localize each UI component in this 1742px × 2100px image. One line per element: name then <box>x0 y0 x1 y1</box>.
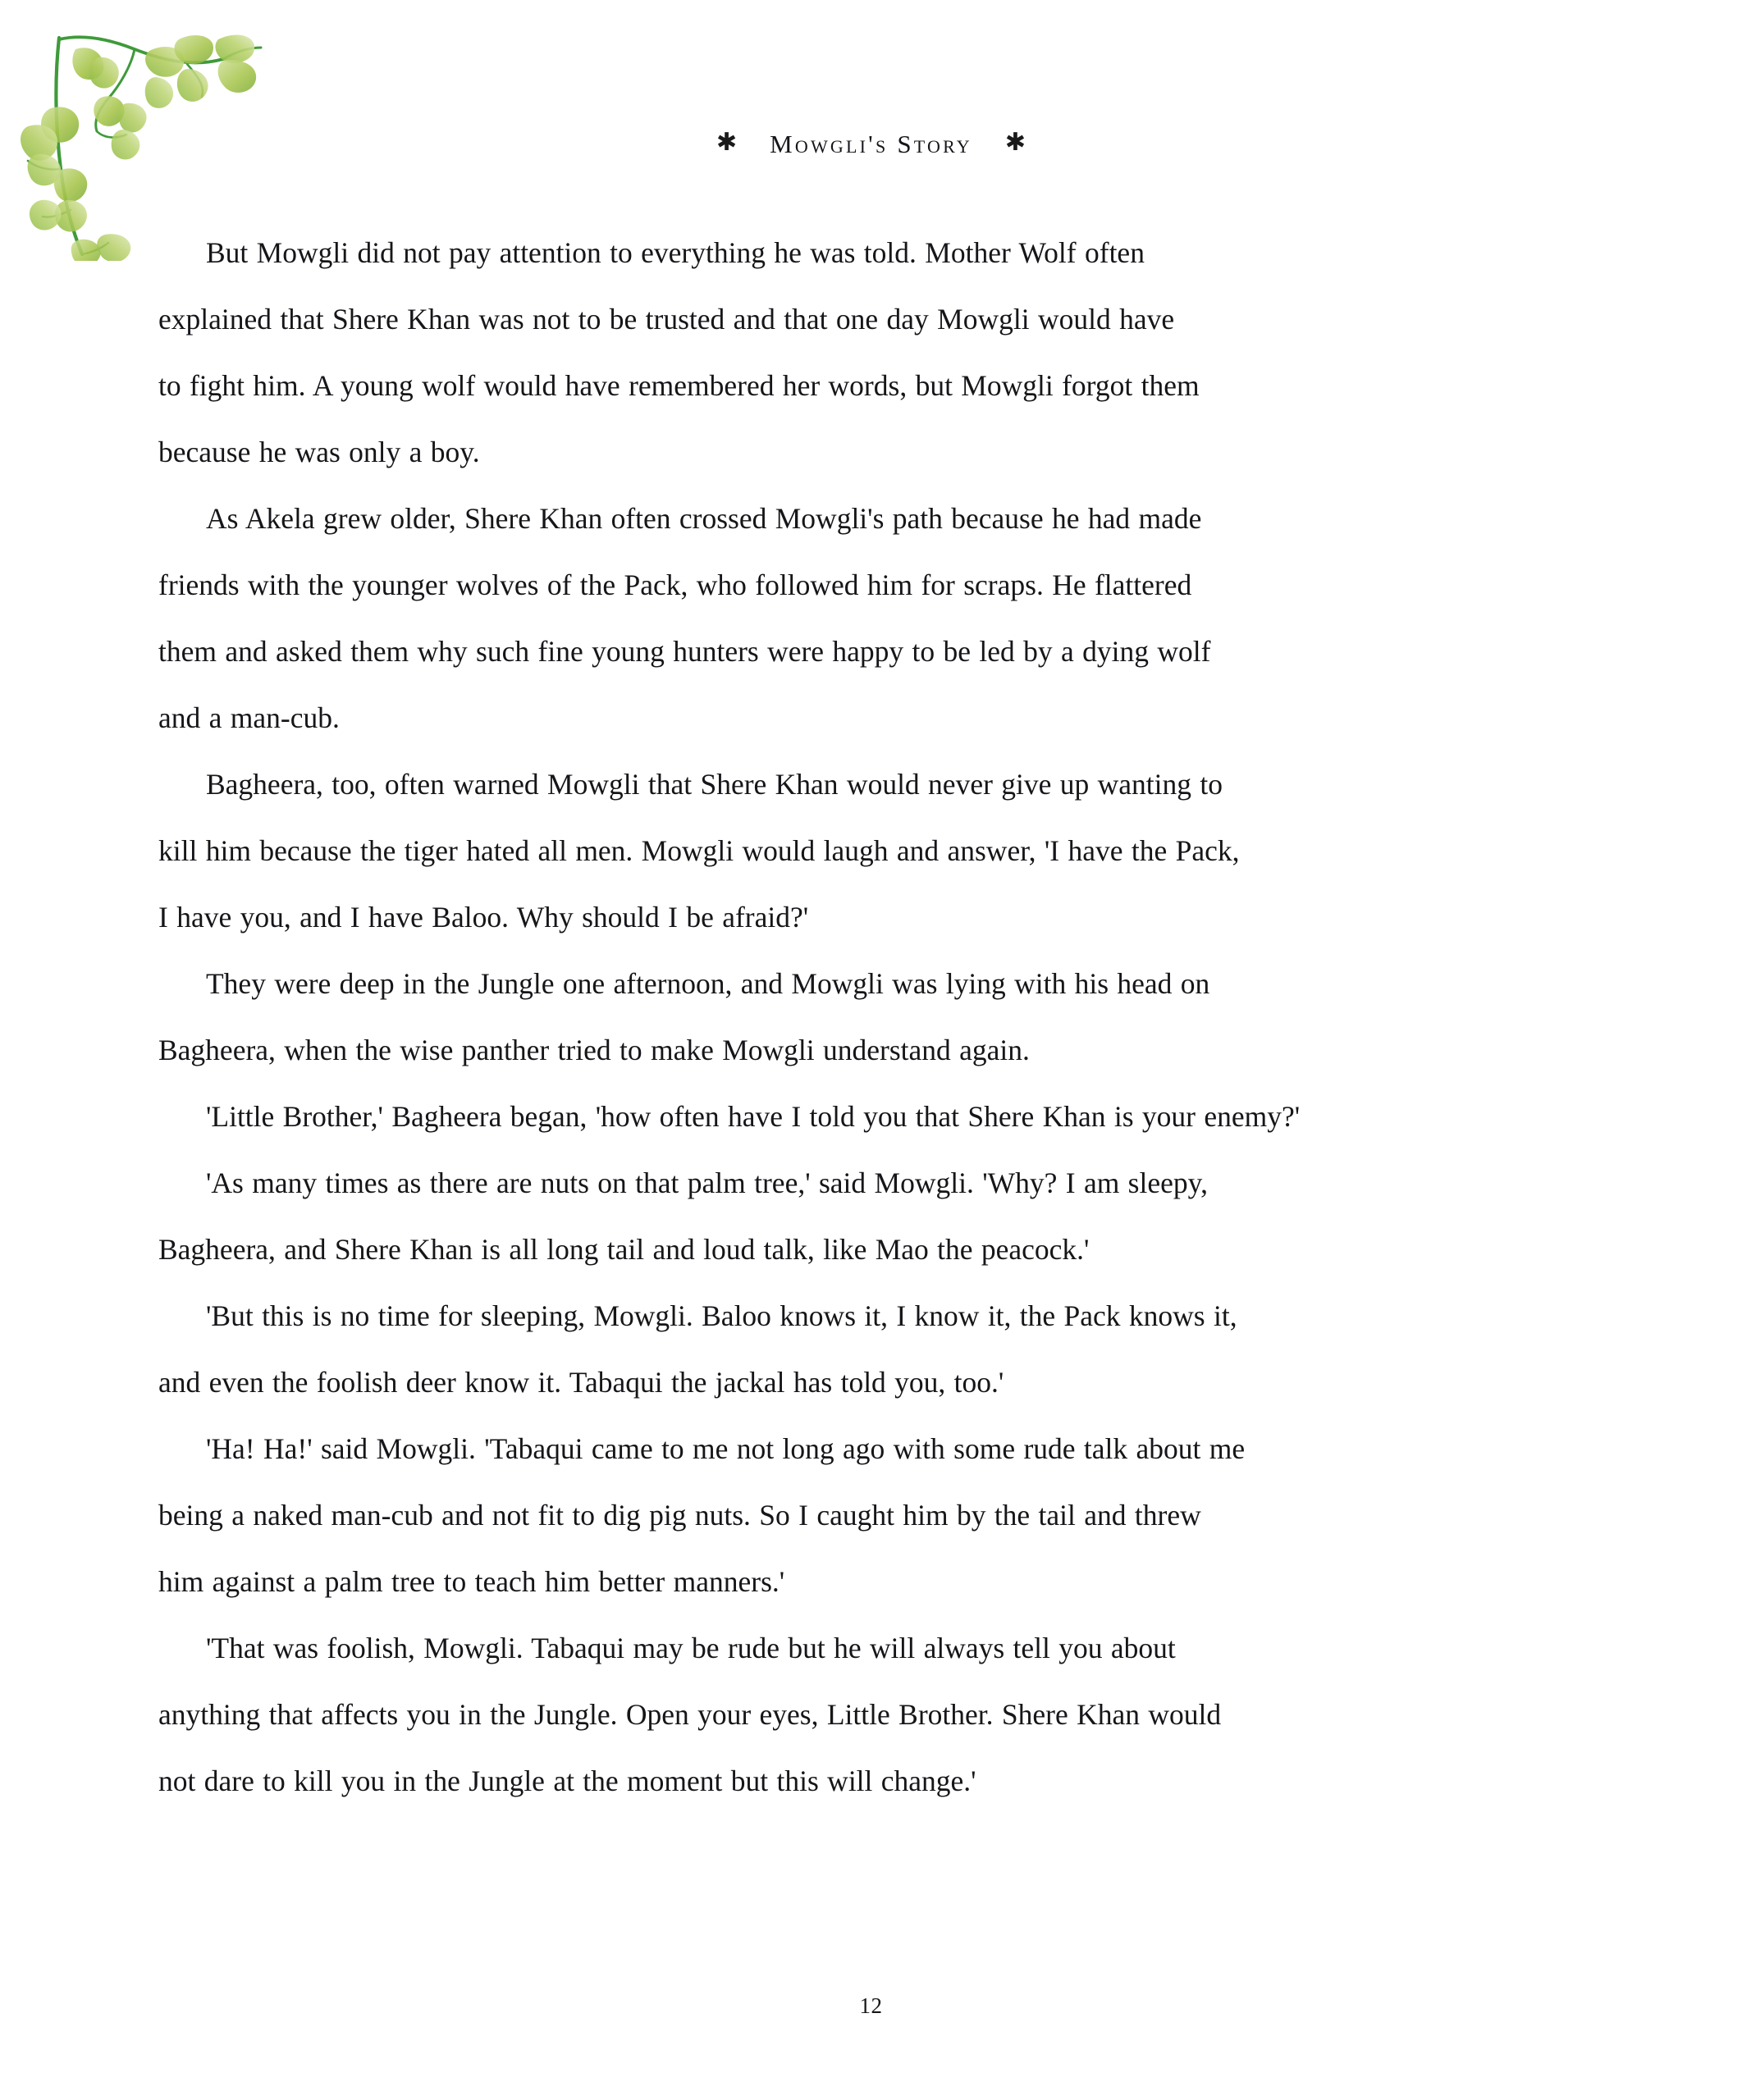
text-line: 'As many times as there are nuts on that palm tree,' said Mowgli. 'Why? I am sleepy, <box>206 1166 1208 1199</box>
text-line: kill him because the tiger hated all men. Mowgli would laugh and answer, 'I have the Pack, <box>158 834 1240 867</box>
paragraph <box>158 1283 1539 1416</box>
paragraph <box>158 1084 1539 1150</box>
star-ornament-right-icon: ✱ <box>1004 129 1026 156</box>
text-line: 'That was foolish, Mowgli. Tabaqui may be rude but he will always tell you about <box>206 1632 1176 1664</box>
text-line: 'Ha! Ha!' said Mowgli. 'Tabaqui came to me not long ago with some rude talk about me <box>206 1432 1246 1465</box>
paragraph <box>158 1416 1539 1615</box>
text-line: 'But this is no time for sleeping, Mowgli. Baloo knows it, I know it, the Pack knows it, <box>206 1299 1237 1332</box>
paragraph <box>158 751 1539 951</box>
text-line: him against a palm tree to teach him better manners.' <box>158 1565 785 1598</box>
page-number: 12 <box>859 1993 883 2018</box>
paragraph <box>158 1150 1539 1283</box>
text-line: 'Little Brother,' Bagheera began, 'how often have I told you that Shere Khan is your enemy?' <box>206 1100 1301 1133</box>
text-line: and even the foolish deer know it. Tabaqui the jackal has told you, too.' <box>158 1366 1004 1399</box>
text-line: I have you, and I have Baloo. Why should I be afraid?' <box>158 901 809 934</box>
text-line: friends with the younger wolves of the Pack, who followed him for scraps. He flattered <box>158 568 1192 601</box>
body-text-column <box>158 220 1539 1815</box>
text-line: them and asked them why such fine young hunters were happy to be led by a dying wolf <box>158 635 1211 668</box>
text-line: They were deep in the Jungle one afternoon, and Mowgli was lying with his head on <box>206 967 1210 1000</box>
text-line: As Akela grew older, Shere Khan often crossed Mowgli's path because he had made <box>206 502 1202 535</box>
paragraph <box>158 486 1539 751</box>
text-line: and a man-cub. <box>158 701 340 734</box>
text-line: being a naked man-cub and not fit to dig pig nuts. So I caught him by the tail and threw <box>158 1499 1201 1532</box>
text-line: because he was only a boy. <box>158 436 480 468</box>
star-ornament-left-icon: ✱ <box>716 129 738 156</box>
running-head <box>0 130 1742 159</box>
text-line: Bagheera, when the wise panther tried to make Mowgli understand again. <box>158 1034 1030 1066</box>
paragraph <box>158 951 1539 1084</box>
paragraph <box>158 1615 1539 1815</box>
text-line: Bagheera, and Shere Khan is all long tail and loud talk, like Mao the peacock.' <box>158 1233 1090 1266</box>
paragraph <box>158 220 1539 486</box>
text-line: explained that Shere Khan was not to be trusted and that one day Mowgli would have <box>158 303 1175 336</box>
text-line: not dare to kill you in the Jungle at the moment but this will change.' <box>158 1764 976 1797</box>
text-line: anything that affects you in the Jungle. Open your eyes, Little Brother. Shere Khan would <box>158 1698 1222 1731</box>
text-line: to fight him. A young wolf would have remembered her words, but Mowgli forgot them <box>158 369 1200 402</box>
text-line: Bagheera, too, often warned Mowgli that Shere Khan would never give up wanting to <box>206 768 1223 801</box>
text-line: But Mowgli did not pay attention to everything he was told. Mother Wolf often <box>206 236 1145 269</box>
running-head-title: Mowgli's Story <box>770 130 972 158</box>
